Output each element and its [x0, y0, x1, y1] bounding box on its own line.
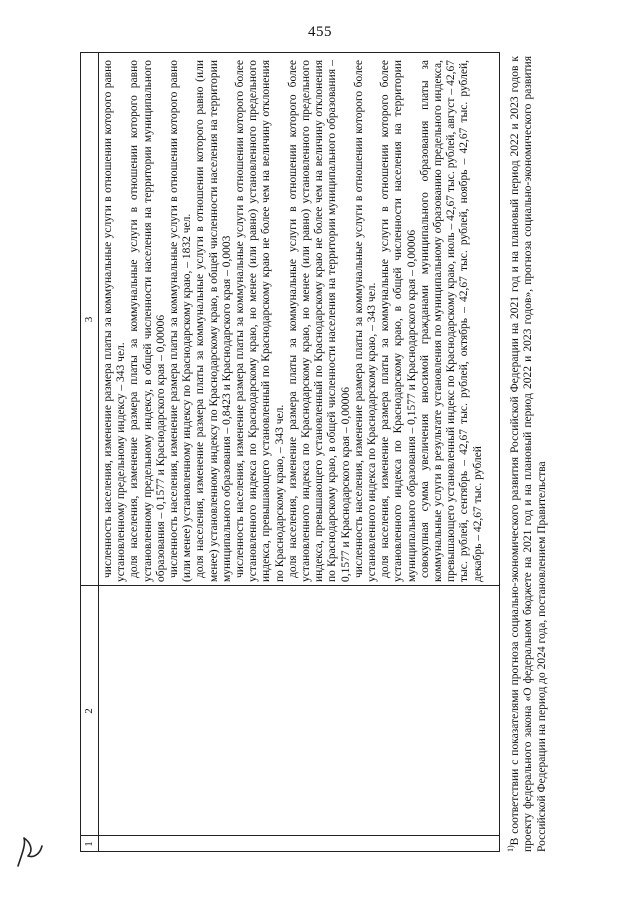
- column-header-3: 3: [83, 316, 95, 323]
- column-3-content: [102, 60, 485, 582]
- indicator-paragraph: доля населения, изменение размера платы за коммунальные услуги в отношении которого более установленного индекса по Краснодарскому краю, в общей численности населения на территории муниципального образования – 0,1577 и Краснодарского края – 0,00006: [379, 60, 418, 582]
- column-divider-2: [80, 585, 500, 586]
- table-border-right: [80, 52, 500, 53]
- header-row-divider: [98, 52, 99, 852]
- table-border-left: [80, 851, 500, 852]
- column-divider-1: [80, 835, 500, 836]
- indicator-paragraph: доля населения, изменение размера платы за коммунальные услуги в отношении которого равно установленному предельному индексу, в общей численности населения на территории муниципального образования – 0,1577 и Краснодарского края – 0,00006: [128, 60, 167, 582]
- column-header-1: 1: [83, 841, 95, 847]
- indicator-paragraph: численность населения, изменение размера платы за коммунальные услуги в отношении которого равно (или менее) установленному индексу по Краснодарскому краю, – 1832 чел.: [168, 60, 194, 582]
- footnote: [504, 56, 549, 852]
- footnote-marker: 1): [506, 845, 515, 852]
- column-header-2: 2: [83, 708, 95, 714]
- footnote-text: В соответствии с показателями прогноза социально-экономического развития Российской Федерации на 2021 год и на плановый период 2022 и 2023 годов к проекту федерального закона «О федеральном бюджете на 2021 год и на плановый период 2022 и 2023 годов», прогноза социально-экономического развития Российской Федерации на период до 2024 года, постановлением Правительства: [508, 56, 548, 852]
- rotated-document-sheet: [80, 52, 580, 852]
- indicator-paragraph: численность населения, изменение размера платы за коммунальные услуги в отношении которого более установленного индекса по Краснодарскому краю, – 343 чел.: [352, 60, 379, 582]
- indicator-paragraph: численность населения, изменение размера платы за коммунальные услуги в отношении которого равно установленному предельному индексу – 343 чел.: [102, 60, 128, 582]
- indicator-paragraph: численность населения, изменение размера платы за коммунальные услуги в отношении которого более установленного индекса по Краснодарскому краю, но менее (или равно) установленного предельного индекса, превышающего установленный по Краснодарскому краю не более чем на величину отклонения по Краснодарскому краю, – 343 чел.: [234, 60, 286, 582]
- indicator-paragraph: совокупная сумма увеличения вносимой гражданами муниципального образования платы за коммунальные услуги в результате установления по муниципальному образованию предельного индекса, превышающего установленный индекс по Краснодарскому краю, июль – 42,67 тыс. рублей, август – 42,67 тыс. рублей, сентябрь – 42,67 тыс. рублей, октябрь – 42,67 тыс. рублей, ноябрь – 42,67 тыс. рублей, декабрь – 42,67 тыс. рублей: [418, 60, 484, 582]
- handwritten-initials: [10, 832, 50, 872]
- tariff-table: [80, 52, 500, 852]
- table-border-bottom: [499, 52, 500, 852]
- page-number: 455: [308, 24, 332, 40]
- indicator-paragraph: доля населения, изменение размера платы за коммунальные услуги в отношении которого равно (или менее) установленному индексу по Краснодарскому краю, в общей численности населения на территории муниципального образования – 0,8423 и Краснодарского края – 0,0003: [194, 60, 233, 582]
- indicator-paragraph: доля населения, изменение размера платы за коммунальные услуги в отношении которого более установленного индекса по Краснодарскому краю, но менее (или равно) установленного предельного индекса, превышающего установленный по Краснодарскому краю не более чем на величину отклонения по Краснодарскому краю, в общей численности населения на территории муниципального образования – 0,1577 и Краснодарского края – 0,00006: [286, 60, 352, 582]
